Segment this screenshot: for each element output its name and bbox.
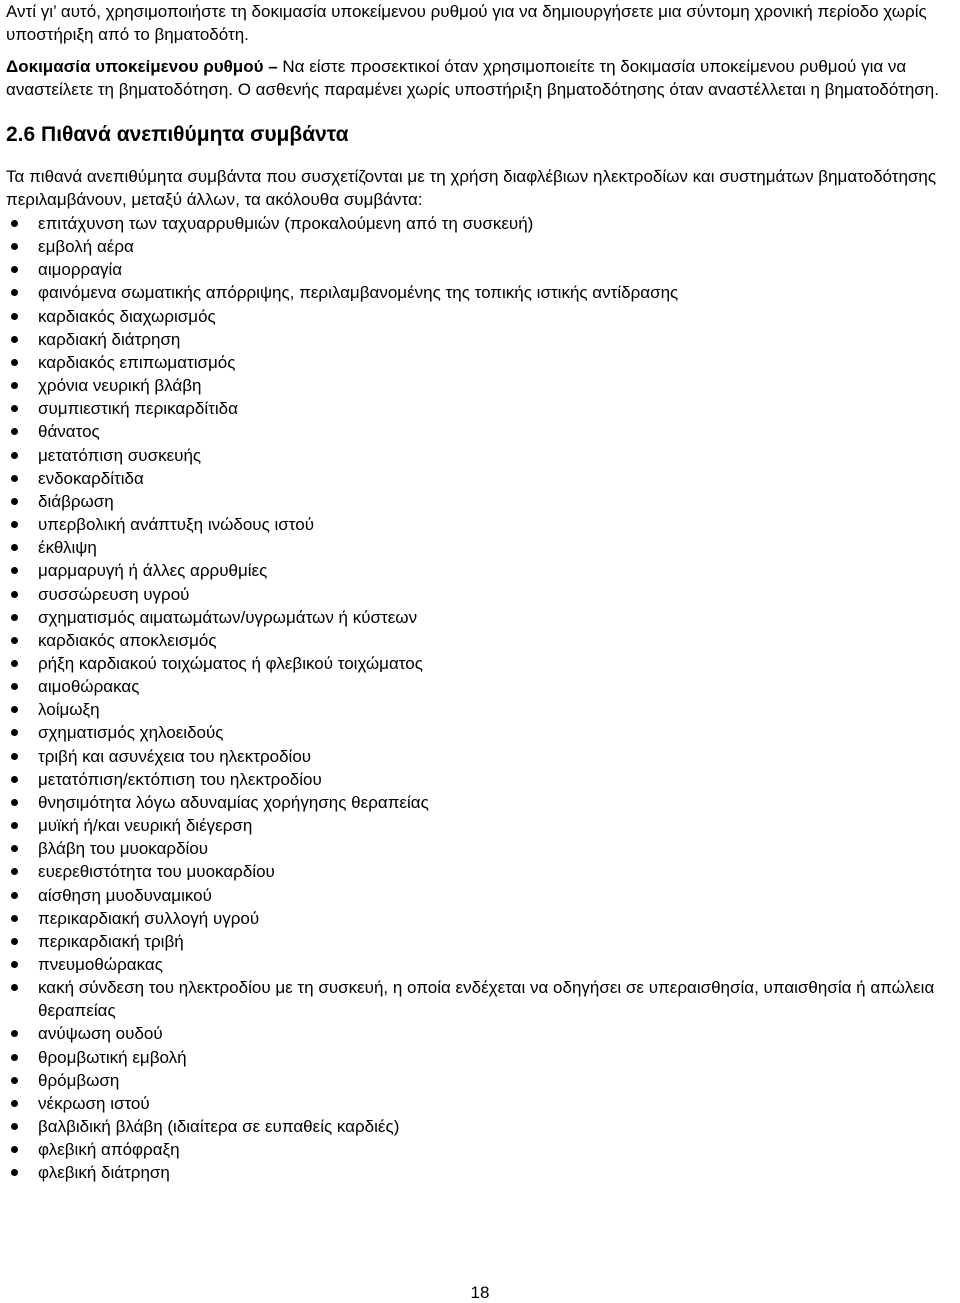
- list-item: [6, 1115, 956, 1138]
- paragraph-body: Να είστε προσεκτικοί όταν χρησιμοποιείτε τη δοκιμασία υποκείμενου ρυθμού για να αναστείλετε τη βηματοδότηση. Ο ασθενής παραμένει χωρίς υποστήριξη βηματοδότησης όταν αναστέλλεται η βηματοδότηση.: [6, 57, 939, 99]
- bullet-icon: [11, 729, 18, 736]
- list-item-text: συμπιεστική περικαρδίτιδα: [38, 399, 238, 419]
- bullet-icon: [11, 915, 18, 922]
- list-item-text: θρομβωτική εμβολή: [38, 1047, 187, 1067]
- bullet-icon: [11, 405, 18, 412]
- list-item-text: καρδιακός διαχωρισμός: [38, 306, 216, 326]
- list-item-text: μετατόπιση συσκευής: [38, 445, 202, 465]
- bullet-icon: [11, 892, 18, 899]
- list-item: [6, 490, 956, 513]
- list-item: [6, 814, 956, 837]
- list-item: [6, 675, 956, 698]
- list-item: [6, 513, 956, 536]
- bullet-icon: [11, 614, 18, 621]
- bullet-icon: [11, 938, 18, 945]
- bullet-icon: [11, 637, 18, 644]
- list-item-text: τριβή και ασυνέχεια του ηλεκτροδίου: [38, 746, 312, 766]
- list-item-text: κακή σύνδεση του ηλεκτροδίου με τη συσκευή, η οποία ενδέχεται να οδηγήσει σε υπεραισθησία, υπαισθησία ή απώλεια θεραπείας: [38, 978, 935, 1021]
- bullet-icon: [11, 1030, 18, 1037]
- list-item: [6, 374, 956, 397]
- bullet-icon: [11, 753, 18, 760]
- list-item-text: θρόμβωση: [38, 1070, 120, 1090]
- list-item-text: αιμορραγία: [38, 260, 123, 280]
- list-item: [6, 1046, 956, 1069]
- list-item-text: ενδοκαρδίτιδα: [38, 468, 144, 488]
- list-item-text: ανύψωση ουδού: [38, 1024, 163, 1044]
- adverse-events-list: [6, 212, 956, 1185]
- list-item-text: φαινόμενα σωματικής απόρριψης, περιλαμβανομένης της τοπικής ιστικής αντίδρασης: [38, 283, 679, 303]
- list-item-text: μετατόπιση/εκτόπιση του ηλεκτροδίου: [38, 769, 322, 789]
- bullet-icon: [11, 984, 18, 991]
- list-item-text: νέκρωση ιστού: [38, 1093, 150, 1113]
- section-intro: Τα πιθανά ανεπιθύμητα συμβάντα που συσχετίζονται με τη χρήση διαφλέβιων ηλεκτροδίων και συστημάτων βηματοδότησης περιλαμβάνουν, μεταξύ άλλων, τα ακόλουθα συμβάντα:: [6, 167, 937, 209]
- bullet-icon: [11, 266, 18, 273]
- list-item: [6, 258, 956, 281]
- list-item-text: φλεβική απόφραξη: [38, 1140, 180, 1160]
- list-item: [6, 444, 956, 467]
- list-item: [6, 397, 956, 420]
- list-item-text: βαλβιδική βλάβη (ιδιαίτερα σε ευπαθείς καρδιές): [38, 1117, 400, 1137]
- list-item-text: θνησιμότητα λόγω αδυναμίας χορήγησης θεραπείας: [38, 792, 429, 812]
- list-item: [6, 235, 956, 258]
- list-item-text: αίσθηση μυοδυναμικού: [38, 885, 212, 905]
- bullet-icon: [11, 706, 18, 713]
- list-item-text: μαρμαρυγή ή άλλες αρρυθμίες: [38, 561, 268, 581]
- list-item: [6, 907, 956, 930]
- list-item: [6, 606, 956, 629]
- list-item: [6, 1022, 956, 1045]
- list-item: [6, 629, 956, 652]
- bullet-icon: [11, 243, 18, 250]
- list-item-text: ευερεθιστότητα του μυοκαρδίου: [38, 862, 275, 882]
- list-item: [6, 467, 956, 490]
- bullet-icon: [11, 1077, 18, 1084]
- list-item: [6, 976, 956, 1022]
- list-item-text: επιτάχυνση των ταχυαρρυθμιών (προκαλούμενη από τη συσκευή): [38, 214, 534, 233]
- bullet-icon: [11, 313, 18, 320]
- bullet-icon: [11, 845, 18, 852]
- list-item: [6, 930, 956, 953]
- bullet-icon: [11, 1146, 18, 1153]
- bullet-icon: [11, 1100, 18, 1107]
- list-item: [6, 837, 956, 860]
- list-item: [6, 583, 956, 606]
- bullet-icon: [11, 961, 18, 968]
- list-item: [6, 212, 956, 235]
- list-item-text: λοίμωξη: [38, 700, 100, 720]
- list-item-text: σχηματισμός αιματωμάτων/υγρωμάτων ή κύστεων: [38, 607, 418, 627]
- list-item-text: χρόνια νευρική βλάβη: [38, 376, 202, 396]
- list-item: [6, 721, 956, 744]
- list-item-text: σχηματισμός χηλοειδούς: [38, 723, 224, 743]
- list-item: [6, 1161, 956, 1184]
- list-item-text: θάνατος: [38, 422, 100, 442]
- list-item-text: αιμοθώρακας: [38, 677, 140, 697]
- list-item: [6, 536, 956, 559]
- list-item: [6, 1138, 956, 1161]
- list-item-text: φλεβική διάτρηση: [38, 1163, 170, 1183]
- list-item: [6, 328, 956, 351]
- list-item-text: καρδιακή διάτρηση: [38, 329, 181, 349]
- list-item-text: πνευμοθώρακας: [38, 955, 163, 974]
- document-page: [6, 0, 956, 1185]
- section-heading: 2.6 Πιθανά ανεπιθύμητα συμβάντα: [6, 123, 349, 146]
- bullet-icon: [11, 660, 18, 667]
- list-item-text: έκθλιψη: [38, 538, 97, 558]
- bullet-icon: [11, 289, 18, 296]
- paragraph-bold-lead: Δοκιμασία υποκείμενου ρυθμού –: [6, 57, 278, 76]
- bullet-icon: [11, 822, 18, 829]
- list-item: [6, 351, 956, 374]
- page-number: 18: [470, 1283, 490, 1302]
- list-item: [6, 953, 956, 976]
- bullet-icon: [11, 567, 18, 574]
- list-item-text: καρδιακός αποκλεισμός: [38, 630, 217, 650]
- list-item: [6, 768, 956, 791]
- list-item: [6, 305, 956, 328]
- list-item-text: μυϊκή ή/και νευρική διέγερση: [38, 816, 253, 836]
- bullet-icon: [11, 498, 18, 505]
- bullet-icon: [11, 521, 18, 528]
- list-item-text: βλάβη του μυοκαρδίου: [38, 839, 209, 859]
- bullet-icon: [11, 382, 18, 389]
- list-item-text: διάβρωση: [38, 491, 114, 511]
- list-item: [6, 559, 956, 582]
- list-item-text: περικαρδιακή τριβή: [38, 931, 184, 951]
- bullet-icon: [11, 1054, 18, 1061]
- bullet-icon: [11, 868, 18, 875]
- list-item-text: περικαρδιακή συλλογή υγρού: [38, 908, 260, 928]
- list-item: [6, 420, 956, 443]
- paragraph-underlying-rhythm-test: [6, 55, 956, 101]
- bullet-icon: [11, 683, 18, 690]
- bullet-icon: [11, 475, 18, 482]
- list-item: [6, 698, 956, 721]
- bullet-icon: [11, 428, 18, 435]
- list-item: [6, 652, 956, 675]
- list-item-text: συσσώρευση υγρού: [38, 584, 190, 604]
- list-item-text: εμβολή αέρα: [38, 237, 134, 257]
- bullet-icon: [11, 336, 18, 343]
- bullet-icon: [11, 452, 18, 459]
- bullet-icon: [11, 1169, 18, 1176]
- list-item: [6, 884, 956, 907]
- list-item: [6, 860, 956, 883]
- list-item-text: ρήξη καρδιακού τοιχώματος ή φλεβικού τοιχώματος: [38, 653, 423, 673]
- bullet-icon: [11, 776, 18, 783]
- list-item: [6, 791, 956, 814]
- bullet-icon: [11, 544, 18, 551]
- list-item: [6, 1069, 956, 1092]
- bullet-icon: [11, 359, 18, 366]
- list-item: [6, 745, 956, 768]
- paragraph-intro-note: Αντί γι’ αυτό, χρησιμοποιήστε τη δοκιμασία υποκείμενου ρυθμού για να δημιουργήσετε μια σύντομη χρονική περίοδο χωρίς υποστήριξη από το βηματοδότη.: [6, 2, 927, 44]
- bullet-icon: [11, 591, 18, 598]
- bullet-icon: [11, 220, 18, 227]
- bullet-icon: [11, 1123, 18, 1130]
- list-item: [6, 1092, 956, 1115]
- list-item-text: υπερβολική ανάπτυξη ινώδους ιστού: [38, 515, 315, 535]
- list-item: [6, 281, 956, 304]
- list-item-text: καρδιακός επιπωματισμός: [38, 352, 236, 372]
- bullet-icon: [11, 799, 18, 806]
